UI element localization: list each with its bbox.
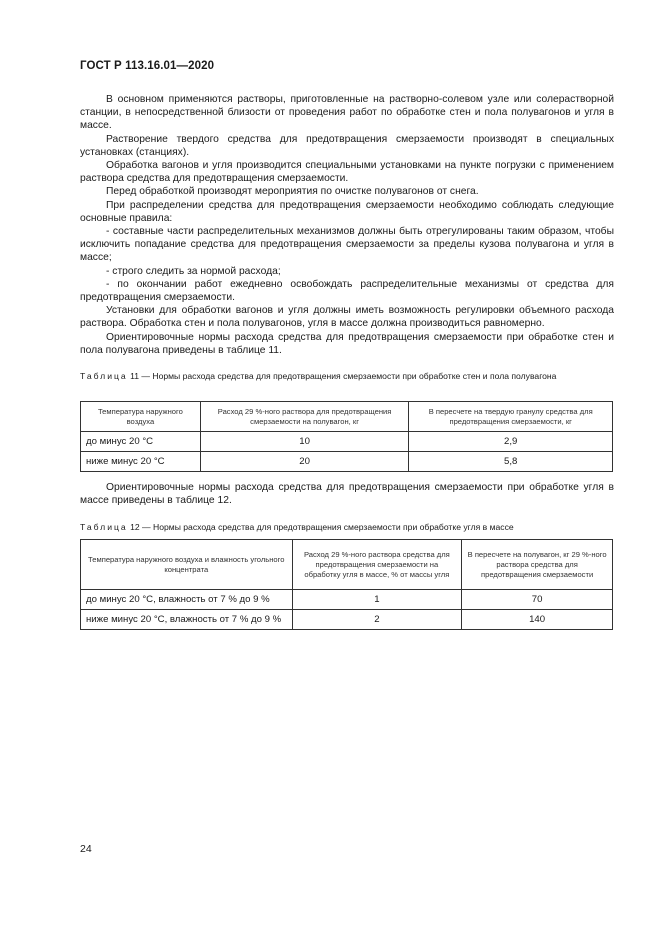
table-11-caption (80, 371, 614, 382)
paragraph: В основном применяются растворы, приготовленные на растворно-солевом узле или солераcтворной станции, в непосредственной близости от проведения работ по обработке стен и пола полувагонов и угля в массе. (80, 94, 614, 132)
table-cell: 2,9 (409, 432, 613, 452)
table-header-row (81, 402, 613, 432)
page-number: 24 (80, 843, 92, 855)
table-row (81, 432, 613, 452)
table-cell: 2 (292, 610, 462, 630)
body-text (80, 93, 614, 357)
paragraph: При распределении средства для предотвращения смерзаемости необходимо соблюдать следующие основные правила: (80, 199, 614, 224)
table-header-cell: Расход 29 %-ного раствора для предотвращения смерзаемости на полувагон, кг (200, 402, 409, 432)
table-cell: 1 (292, 590, 462, 610)
table-row (81, 610, 613, 630)
table-cell: ниже минус 20 °С (81, 452, 201, 472)
list-item: - составные части распределительных механизмов должны быть отрегулированы таким образом, чтобы исключить попадание средства для предотвращения смерзаемости за пределы кузова полувагона и угля в массе; (80, 226, 614, 264)
table-cell: до минус 20 °С (81, 432, 201, 452)
table-cell: 20 (200, 452, 409, 472)
paragraph: Ориентировочные нормы расхода средства для предотвращения смерзаемости при обработке стен и пола полувагона приведены в таблице 11. (80, 331, 614, 356)
table-header-cell: В пересчете на твердую гранулу средства для предотвращения смерзаемости, кг (409, 402, 613, 432)
table-12-caption (80, 522, 614, 533)
table-header-cell: Температура наружного воздуха и влажность угольного концентрата (81, 540, 293, 590)
table-cell: 5,8 (409, 452, 613, 472)
table-header-cell: Температура наружного воздуха (81, 402, 201, 432)
table-label: Таблица (80, 522, 128, 532)
paragraph: Ориентировочные нормы расхода средства для предотвращения смерзаемости при обработке угля в массе приведены в таблице 12. (80, 482, 614, 507)
middle-text (80, 481, 614, 507)
table-label: Таблица (80, 371, 128, 381)
table-cell: до минус 20 °С, влажность от 7 % до 9 % (81, 590, 293, 610)
paragraph: Растворение твердого средства для предотвращения смерзаемости производят в специальных установках (станциях). (80, 133, 614, 158)
table-cell: 70 (462, 590, 613, 610)
paragraph: Установки для обработки вагонов и угля должны иметь возможность регулировки объемного расхода раствора. Обработка стен и пола полувагонов, угля в массе должна производиться равномерно. (80, 305, 614, 330)
table-cell: 140 (462, 610, 613, 630)
table-row (81, 452, 613, 472)
table-12 (80, 539, 613, 630)
table-header-cell: Расход 29 %-ного раствора средства для предотвращения смерзаемости на обработку угля в массе, % от массы угля (292, 540, 462, 590)
paragraph: Обработка вагонов и угля производится специальными установками на пункте погрузки с применением раствора средства для предотвращения смерзаемости. (80, 160, 614, 185)
table-caption-text: 11 — Нормы расхода средства для предотвращения смерзаемости при обработке стен и пола полувагона (130, 371, 557, 381)
list-item: - строго следить за нормой расхода; (106, 265, 281, 277)
table-11 (80, 401, 613, 472)
table-caption-text: 12 — Нормы расхода средства для предотвращения смерзаемости при обработке угля в массе (130, 522, 514, 532)
paragraph: Перед обработкой производят мероприятия по очистке полувагонов от снега. (106, 186, 479, 198)
document-header: ГОСТ Р 113.16.01—2020 (80, 60, 215, 72)
table-cell: 10 (200, 432, 409, 452)
table-header-cell: В пересчете на полувагон, кг 29 %-ного раствора средства для предотвращения смерзаемости (462, 540, 613, 590)
table-row (81, 590, 613, 610)
table-header-row (81, 540, 613, 590)
list-item: - по окончании работ ежедневно освобождать распределительные механизмы от средства для предотвращения смерзаемости. (80, 278, 614, 304)
table-cell: ниже минус 20 °С, влажность от 7 % до 9 % (81, 610, 293, 630)
